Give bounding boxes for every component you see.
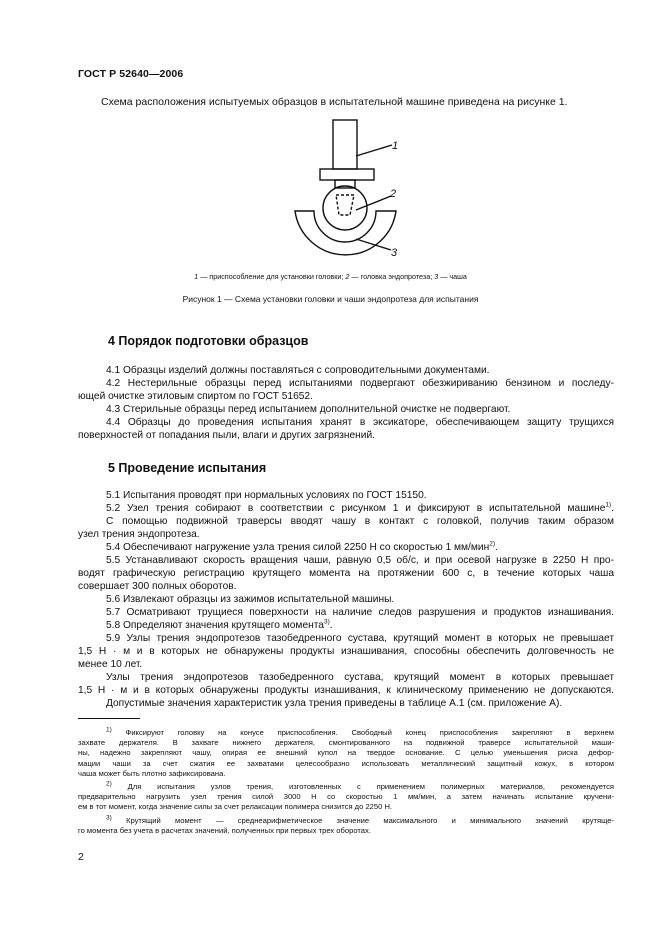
paragraph-5-4: 5.4 Обеспечивают нагружение узла трения силой 2250 Н со скоростью 1 мм/мин$^{2)}$. [106, 540, 498, 553]
intro-text: Схема расположения испытуемых образцов в испытательной машине приведена на рисунке 1. [101, 96, 568, 108]
fixture-flange [320, 169, 374, 180]
cone-seat [336, 195, 354, 215]
paragraph-5-10: Узлы трения эндопротезов тазобедренного сустава, крутящий момент в которых превышает 1,5 Н · м и в которых обнаружены продукты изнашивания, к клиническому применению не допускаются. [78, 672, 614, 696]
paragraph-4-2: 4.2 Нестерильные образцы перед испытаниями подвергают обезжириванию бензином и последу- ющей очистке этиловым спиртом по ГОСТ 51652. [78, 378, 614, 402]
paragraph-4-4: 4.4 Образцы до проведения испытания хранят в эксикаторе, обеспечивающем защиту трущихся поверхностей от попадания пыли, влаги и других загрязнений. [78, 417, 614, 441]
footnote-3: 3) Крутящий момент — среднеарифметическое значение максимального и минимального значений крутяще- го момента без учета в расчетах значений, полученных при первых трех оборотах. [78, 814, 614, 836]
figure-legend: 1 — приспособление для установки головки; 2 — головка эндопротеза; 3 — чаша [194, 272, 467, 281]
paragraph-5-8: 5.8 Определяют значения крутящего момента$^{3)}$. [106, 618, 333, 631]
footnote-marker: 2) [106, 780, 112, 788]
paragraph-4-3: 4.3 Стерильные образцы перед испытанием дополнительной очистке не подвергают. [106, 404, 511, 415]
paragraph-5-5: 5.5 Устанавливают скорость вращения чаши, равную 0,5 об/с, и при осевой нагрузке в 2250 Н про- водят графическую регистрацию крутящего момента на протяжении 600 с, в течение которых чаша совершает 300 полных оборотов. [78, 555, 614, 592]
figure-label-1: 1 [392, 140, 399, 152]
paragraph-5-7: 5.7 Осматривают трущиеся поверхности на наличие следов разрушения и продуктов изнашивания. [106, 607, 614, 618]
paragraph-5-6: 5.6 Извлекают образцы из зажимов испытательной машины. [106, 594, 395, 605]
figure-caption: Рисунок 1 — Схема установки головки и чаши эндопротеза для испытания [182, 294, 479, 304]
figure-1-diagram [290, 116, 440, 266]
paragraph-4-1: 4.1 Образцы изделий должны поставляться с сопроводительными документами. [106, 365, 490, 376]
figure-label-2: 2 [390, 188, 397, 200]
footnote-marker: 3) [106, 814, 112, 822]
footnote-2: 2) Для испытания узлов трения, изготовленных с применением полимерных материалов, рекомендуется предварительно нагрузить узел трения силой 3000 Н со скоростью 1 мм/мин, а затем начинать испытание кручени- ем в тот момент, когда значение силы за счет релаксации полимера снизится до 2250 Н. [78, 780, 614, 812]
paragraph-5-11: Допустимые значения характеристик узла трения приведены в таблице А.1 (см. приложение А). [106, 698, 563, 709]
footnote-1: 1) Фиксируют головку на конусе приспособления. Свободный конец приспособления закрепляют в верхнем захвате держателя. В захвате нижнего держателя, смонтированного на подвижной траверсе испытательной маши- ны, надежно закрепляют чашу, опирая ее внешний купол на твердое основание. С целью уменьшения риска дефор- мации чаши за счет сжатия ее захватами целесообразно использовать металлический защитный кожух, в котором чаша может быть плотно зафиксирована. [78, 726, 614, 778]
cup [295, 211, 396, 255]
figure-label-3: 3 [391, 247, 398, 259]
section-5-title: 5 Проведение испытания [108, 461, 267, 475]
footnote-separator [78, 718, 140, 719]
paragraph-5-1: 5.1 Испытания проводят при нормальных условиях по ГОСТ 15150. [106, 490, 427, 501]
paragraph-5-3: С помощью подвижной траверсы вводят чашу в контакт с головкой, получив таким образом узел трения эндопротеза. [78, 516, 614, 540]
paragraph-5-9: 5.9 Узлы трения эндопротезов тазобедренного сустава, крутящий момент в которых не превышает 1,5 Н · м и в которых не обнаружены продукты изнашивания, способны обеспечить долговечность не менее 10 лет. [78, 633, 614, 670]
page-number: 2 [78, 851, 84, 863]
document-header: ГОСТ Р 52640—2006 [78, 68, 184, 80]
section-4-title: 4 Порядок подготовки образцов [108, 334, 309, 348]
paragraph-5-2: 5.2 Узел трения собирают в соответствии с рисунком 1 и фиксируют в испытательной машине$^{1)}$. [106, 501, 614, 514]
footnote-marker: 1) [106, 726, 112, 734]
fixture-rod [333, 120, 357, 169]
